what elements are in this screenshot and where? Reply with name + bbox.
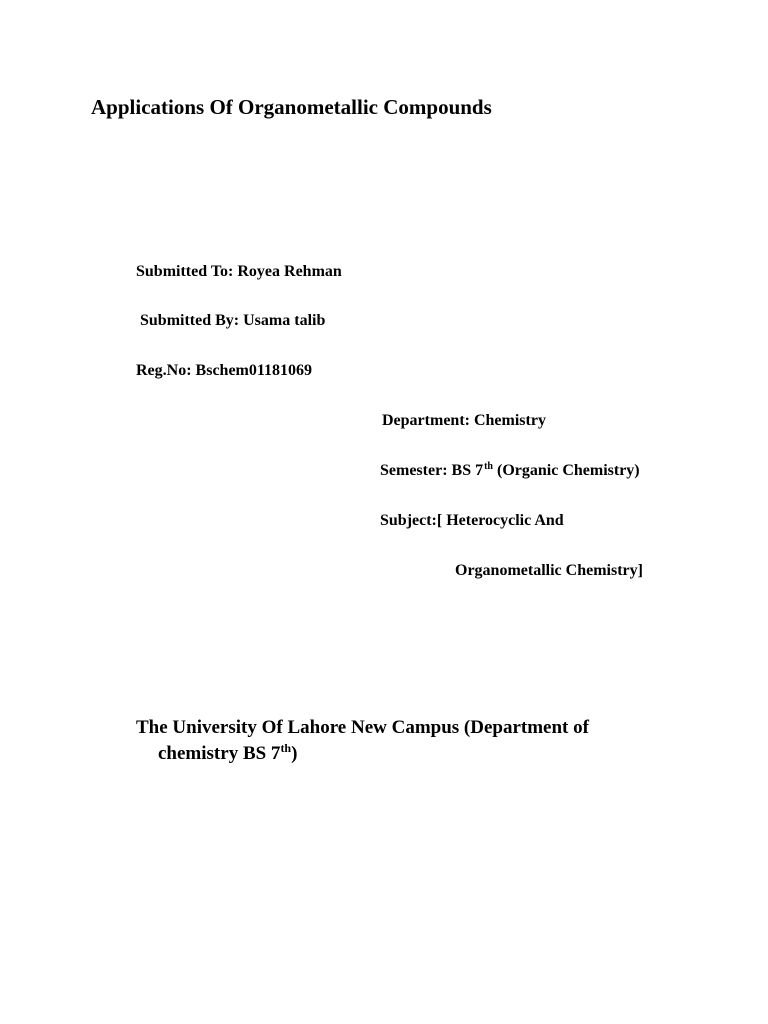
subject-line-2: Organometallic Chemistry] (455, 562, 643, 579)
semester (380, 463, 640, 479)
semester-prefix: Semester: BS 7 (380, 462, 484, 479)
subject-line-1: Subject:[ Heterocyclic And (380, 512, 564, 529)
registration-number: Reg.No: Bschem01181069 (136, 362, 312, 379)
semester-superscript: th (484, 461, 493, 472)
university-line-2-suffix: ) (291, 743, 298, 764)
university-superscript: th (280, 741, 292, 755)
university-line-2-prefix: chemistry BS 7 (158, 743, 281, 764)
submitted-by: Submitted By: Usama talib (140, 312, 326, 329)
university-line-1: The University Of Lahore New Campus (Department of (136, 717, 589, 738)
submitted-to: Submitted To: Royea Rehman (136, 263, 342, 280)
university-line-2 (158, 741, 298, 764)
department: Department: Chemistry (382, 412, 546, 429)
document-title: Applications Of Organometallic Compounds (91, 95, 492, 119)
semester-suffix: (Organic Chemistry) (497, 462, 640, 479)
